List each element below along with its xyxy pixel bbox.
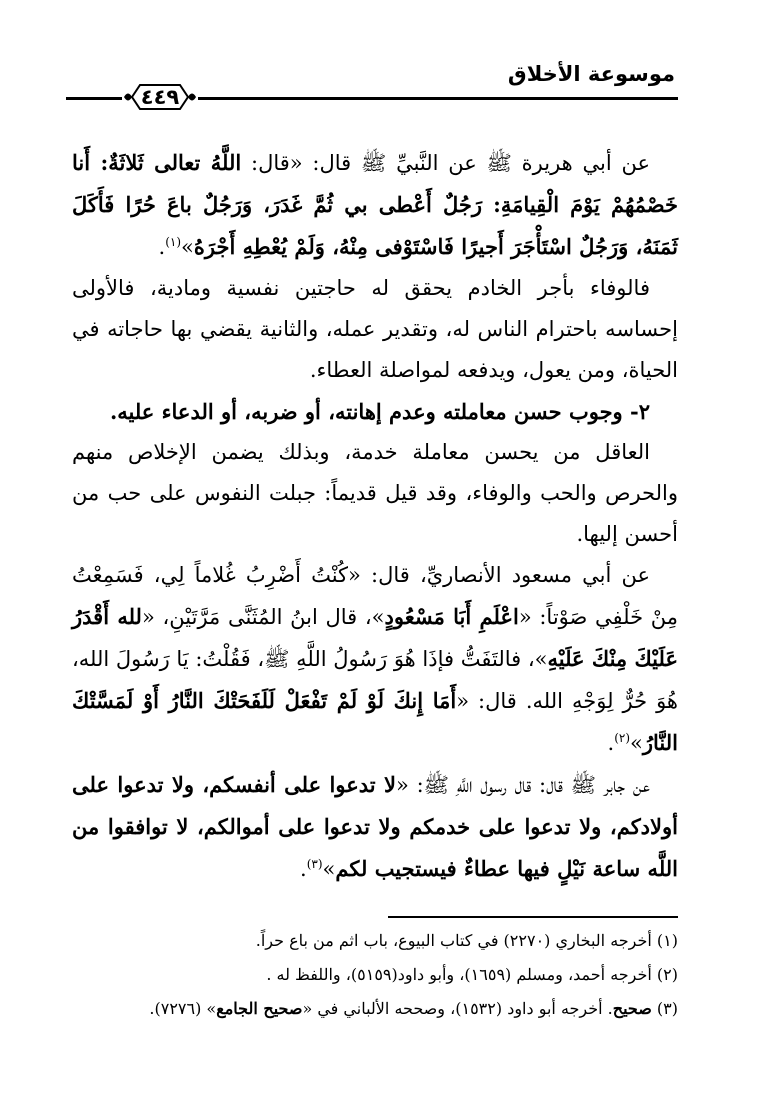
footnote-ref: (١) [165, 235, 182, 249]
text-run: لا تدعوا على أنفسكم، ولا تدعوا على أولادكم، ولا تدعوا على خدمكم ولا تدعوا على أموالكم، لا توافقوا من اللَّه ساعة نَيْلٍ فيها عطاءٌ فيستجيب لكم [72, 772, 678, 881]
text-run: فالوفاء بأجر الخادم يحقق له حاجتين نفسية ومادية، فالأولى إحساسه باحترام الناس له، وتقدير عمله، والثانية يقضي بها حاجاته في الحياة، ومن يعول، ويدفعه لمواصلة العطاء. [72, 276, 678, 382]
text-run: »، قال ابنُ المُثَنَّى مَرَّتَيْنِ، « [141, 605, 385, 629]
text-run: (٢) أخرجه أحمد، ومسلم (١٦٥٩)، وأبو داود(٥١٥٩)، واللفظ له . [266, 965, 678, 984]
footnote-separator [388, 916, 678, 918]
text-run: (٣) [651, 999, 678, 1018]
paragraph [72, 764, 678, 890]
text-run: . [300, 857, 307, 881]
paragraph [72, 268, 678, 391]
text-run: أَمَا إِنكَ لَوْ لَمْ تَفْعَلْ لَلَفَحَتْكَ النَّارُ أَوْ لَمَسَّتْكَ النَّارُ [72, 688, 678, 755]
footnote [72, 924, 678, 958]
footnote [72, 958, 678, 992]
section-heading [72, 391, 678, 432]
text-run: . [158, 235, 166, 259]
paragraph [72, 432, 678, 555]
text-run: » [322, 857, 336, 881]
text-run: العاقل من يحسن معاملة خدمة، وبذلك يضمن الإخلاص منهم والحرص والحب والوفاء، وقد قيل قديماً: جبلت النفوس على حب من أحسن إليها. [72, 440, 678, 546]
text-run: (١) أخرجه البخاري (٢٢٧٠) في كتاب البيوع، باب اثم من باع حراً. [255, 931, 678, 950]
running-header-title: موسوعة الأخلاق [507, 62, 675, 86]
text-run: اعْلَمِ أَبَا مَسْعُودٍ [384, 604, 519, 629]
header-rule-left [66, 97, 122, 100]
text-run: » [181, 235, 194, 259]
text-run: »، فالتَفَتُّ فإذَا هُوَ رَسُولُ اللَّهِ ﷺ، فَقُلْتُ: يَا رَسُولَ الله، هُوَ حُرٌّ لِوَجْهِ الله. قال: « [72, 647, 678, 713]
text-run: » (٧٢٧٦). [149, 999, 217, 1018]
paragraph [72, 555, 678, 764]
text-run: ٢- وجوب حسن معاملته وعدم إهانته، أو ضربه، أو الدعاء عليه. [109, 399, 650, 424]
footnote-ref: (٢) [614, 731, 631, 745]
page-number: ٤٤٩ [140, 85, 180, 109]
footnotes [72, 924, 678, 1026]
text-run: عن أبي هريرة ﷺ عن النَّبيِّ ﷺ قال: «قال: [241, 151, 650, 175]
text-run: لله أَقْدَرُ عَلَيْكَ مِنْكَ عَلَيْهِ [72, 604, 678, 671]
text-run: » [630, 731, 643, 755]
footnote-ref: (٣) [306, 857, 323, 871]
page-number-frame [122, 80, 198, 114]
text-run: صحيح الجامع [216, 999, 303, 1018]
paragraph [72, 142, 678, 268]
footnote [72, 992, 678, 1026]
text-run: اللَّهُ تعالى ثَلاثَةٌ: أَنا خَصْمُهُمْ يَوْمَ الْقِيامَةِ: رَجُلٌ أَعْطى بي ثُمَّ غَدَرَ، وَرَجُلٌ باعَ حُرًا فَأَكَلَ ثَمَنَهُ، وَرَجُلٌ اسْتَأْجَرَ أَجيرًا فَاسْتَوْفى مِنْهُ، وَلَمْ يُعْطِهِ أَجْرَهُ [72, 150, 678, 259]
text-run: . [607, 731, 615, 755]
text-run: عن جابر ﷺ قال: قال رسول اللَّهِ ﷺ: « [395, 773, 650, 797]
text-run: صحيح [612, 999, 652, 1018]
text-run: . أخرجه أبو داود (١٥٣٢)، وصححه الألباني في « [302, 999, 613, 1018]
main-text [72, 142, 678, 890]
header-rule-right [198, 97, 678, 100]
text-run: عن أبي مسعود الأنصاريِّ، قال: «كُنْتُ أَضْرِبُ غُلاماً لِي، فَسَمِعْتُ مِنْ خَلْفِي صَوْتاً: « [72, 563, 678, 629]
